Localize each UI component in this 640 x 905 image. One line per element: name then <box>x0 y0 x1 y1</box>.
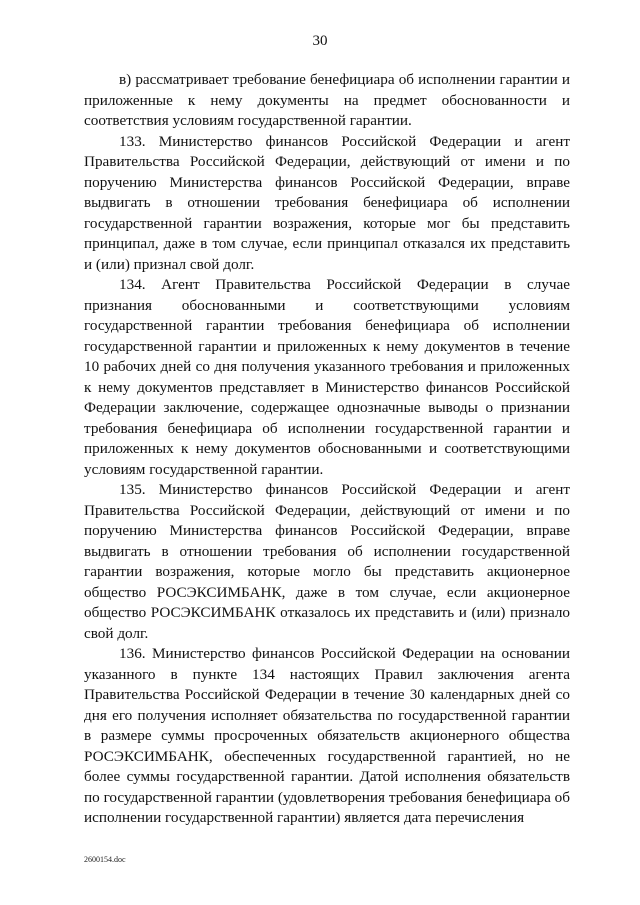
paragraph-135: 135. Министерство финансов Российской Федерации и агент Правительства Российской Федерации, действующий от имени и по поручению Министерства финансов Российской Федерации, вправе выдвигать в отношении требования об исполнении государственной гарантии возражения, которые могло бы представить акционерное общество РОСЭКСИМБАНК, даже в том случае, если акционерное общество РОСЭКСИМБАНК отказалось их представить и (или) признало свой долг. <box>84 481 570 642</box>
footer-file-name: 2600154.doc <box>84 855 126 864</box>
paragraph-134: 134. Агент Правительства Российской Федерации в случае признания обоснованными и соответствующими условиям государственной гарантии требования бенефициара об исполнении государственной гарантии и приложенных к нему документов в течение 10 рабочих дней со дня получения указанного требования и приложенных к нему документов представляет в Министерство финансов Российской Федерации заключение, содержащее однозначные выводы о признании требования бенефициара об исполнении государственной гарантии и приложенных к нему документов обоснованными и соответствующими условиям государственной гарантии. <box>84 276 570 478</box>
paragraph-item-v: в) рассматривает требование бенефициара об исполнении гарантии и приложенные к нему документы на предмет обоснованности и соответствия условиям государственной гарантии. <box>84 71 570 129</box>
document-body <box>84 70 570 829</box>
paragraph-136: 136. Министерство финансов Российской Федерации на основании указанного в пункте 134 настоящих Правил заключения агента Правительства Российской Федерации в течение 30 календарных дней со дня его получения исполняет обязательства по государственной гарантии в размере суммы просроченных обязательств акционерного общества РОСЭКСИМБАНК, обеспеченных государственной гарантией, но не более суммы государственной гарантии. Датой исполнения обязательств по государственной гарантии (удовлетворения требования бенефициара об исполнении государственной гарантии) является дата перечисления <box>84 645 570 826</box>
page-number: 30 <box>312 33 328 49</box>
paragraph-133: 133. Министерство финансов Российской Федерации и агент Правительства Российской Федерации, действующий от имени и по поручению Министерства финансов Российской Федерации, вправе выдвигать в отношении требования бенефициара об исполнении государственной гарантии возражения, которые мог бы представить принципал, даже в том случае, если принципал отказался их представить и (или) признал свой долг. <box>84 132 570 273</box>
